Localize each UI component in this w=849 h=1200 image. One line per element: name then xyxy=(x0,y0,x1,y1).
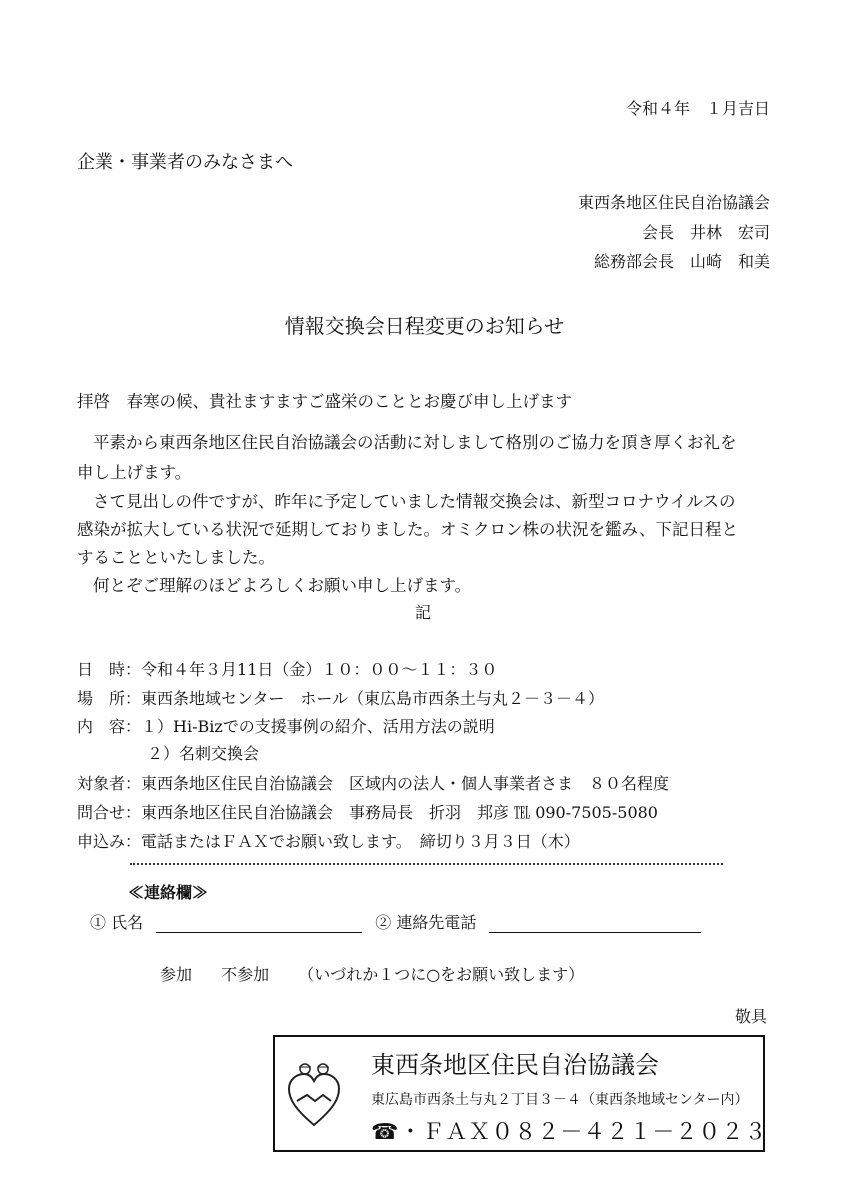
detail-content-2: ２）名刺交換会 xyxy=(147,744,260,763)
choice-instruction: （いづれか１つに○をお願い致します） xyxy=(298,965,585,984)
sender-general-affairs: 総務部会長 山崎 和美 xyxy=(593,252,770,271)
paragraph-line: さて見出しの件ですが、昨年に予定していました情報交換会は、新型コロナウイルスの xyxy=(93,492,736,511)
attendance-choice-row xyxy=(160,962,608,985)
detail-label: 場 所： xyxy=(77,689,142,708)
footer-fax: ☎・ＦＡＸ０８２－４２１－２０２３ xyxy=(371,1120,768,1145)
closing-keigu: 敬具 xyxy=(734,1007,767,1026)
detail-label: 内 容： xyxy=(77,717,142,736)
footer-contact-box xyxy=(273,1035,768,1152)
footer-address: 東広島市西条土与丸２丁目３－４（東西条地域センター内） xyxy=(371,1092,749,1108)
contact-fields-row xyxy=(90,910,701,933)
detail-label: 申込み： xyxy=(77,832,142,851)
name-label: ① 氏名 xyxy=(90,913,144,932)
detail-label: 問合せ： xyxy=(77,803,142,822)
detail-value: 東西条地区住民自治協議会 事務局長 折羽 邦彦 ℡ 090-7505-5080 xyxy=(141,803,658,822)
contact-section-title: ≪連絡欄≫ xyxy=(128,883,209,902)
detail-label: 対象者： xyxy=(77,774,142,793)
detail-target xyxy=(77,771,669,794)
greeting: 拝啓 春寒の候、貴社ますますご盛栄のこととお慶び申し上げます xyxy=(77,392,572,411)
detail-place xyxy=(77,686,604,709)
detail-datetime xyxy=(77,657,497,680)
sender-organization: 東西条地区住民自治協議会 xyxy=(577,193,770,212)
detail-value: 電話またはＦＡＸでお願い致します。 締切り３月３日（木） xyxy=(141,832,580,851)
paragraph-line: 申し上げます。 xyxy=(77,463,192,482)
name-field[interactable] xyxy=(156,914,362,933)
footer-organization: 東西条地区住民自治協議会 xyxy=(371,1051,659,1079)
detail-label: 日 時： xyxy=(77,660,142,679)
detail-apply xyxy=(77,829,580,852)
cut-line-divider xyxy=(130,863,723,865)
detail-value: 令和４年３月11日（金）１０：００～１１：３０ xyxy=(141,660,498,679)
sender-chairman: 会長 井林 宏司 xyxy=(641,223,770,242)
paragraph-line: 何とぞご理解のほどよろしくお願い申し上げます。 xyxy=(93,576,472,595)
document-date: 令和４年 １月吉日 xyxy=(625,99,770,118)
paragraph-line: 感染が拡大している状況で延期しておりました。オミクロン株の状況を鑑み、下記日程と xyxy=(77,520,738,539)
attend-option[interactable]: 参加 xyxy=(160,965,193,984)
paragraph-line: することといたしました。 xyxy=(77,548,275,567)
phone-label: ② 連絡先電話 xyxy=(375,913,477,932)
phone-field[interactable] xyxy=(489,914,701,933)
detail-value: 東西条地域センター ホール（東広島市西条土与丸２－３－４） xyxy=(141,689,605,708)
paragraph-line: 平素から東西条地区住民自治協議会の活動に対しまして格別のご協力を頂き厚くお礼を xyxy=(93,433,737,452)
detail-inquiry xyxy=(77,800,658,823)
detail-content xyxy=(77,714,495,737)
not-attend-option[interactable]: 不参加 xyxy=(221,965,270,984)
detail-value: 東西条地区住民自治協議会 区域内の法人・個人事業者さま ８０名程度 xyxy=(141,774,670,793)
detail-value: １）Hi-Bizでの支援事例の紹介、活用方法の説明 xyxy=(141,717,495,736)
ki-heading: 記 xyxy=(415,603,432,622)
document-title: 情報交換会日程変更のお知らせ xyxy=(284,314,565,338)
addressee: 企業・事業者のみなさまへ xyxy=(77,152,293,173)
heart-handshake-logo-icon xyxy=(285,1059,343,1129)
